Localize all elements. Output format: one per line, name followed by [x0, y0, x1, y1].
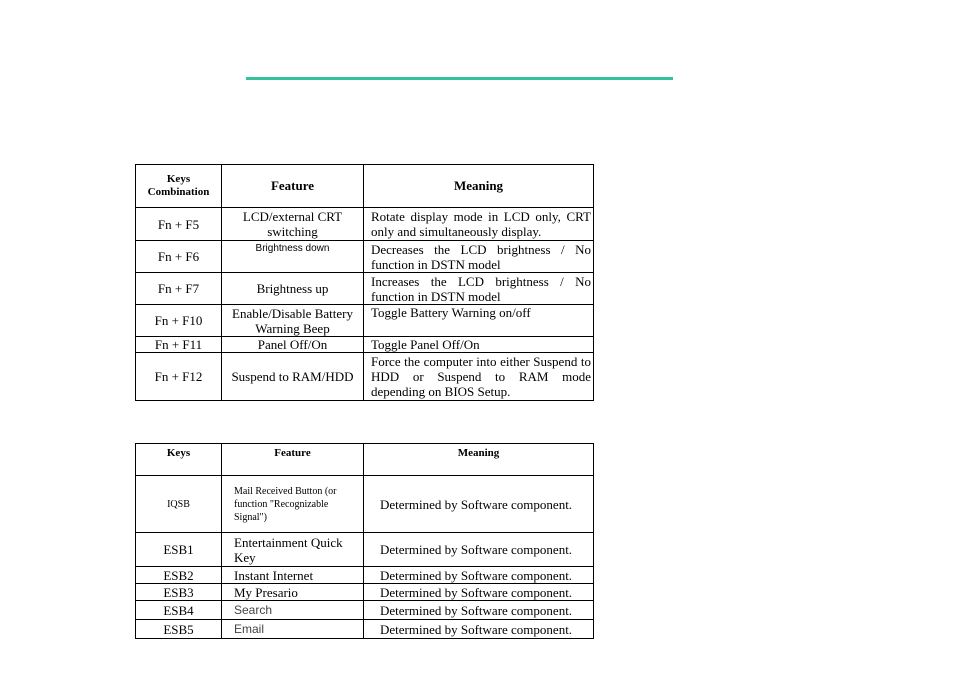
- key-cell: ESB2: [136, 567, 222, 584]
- table-row: [136, 353, 594, 401]
- key-cell: ESB4: [136, 601, 222, 620]
- meaning-cell: Determined by Software component.: [364, 533, 594, 567]
- table-row: [136, 533, 594, 567]
- feature-cell: Suspend to RAM/HDD: [222, 353, 364, 401]
- meaning-cell: Rotate display mode in LCD only, CRT only and simultaneously display.: [364, 208, 594, 241]
- feature-cell: Entertainment Quick Key: [222, 533, 364, 567]
- table-header-row: [136, 165, 594, 208]
- key-cell: Fn + F10: [136, 305, 222, 337]
- table-row: [136, 584, 594, 601]
- feature-cell: Enable/Disable Battery Warning Beep: [222, 305, 364, 337]
- feature-cell: Search: [222, 601, 364, 620]
- header-meaning: Meaning: [364, 444, 594, 476]
- meaning-cell: Force the computer into either Suspend to HDD or Suspend to RAM mode depending on BIOS Setup.: [364, 353, 594, 401]
- fn-key-table: [135, 164, 594, 401]
- feature-cell: Brightness up: [222, 273, 364, 305]
- feature-cell: Mail Received Button (or function "Recognizable Signal"): [222, 476, 364, 533]
- table-row: [136, 620, 594, 639]
- meaning-cell: Determined by Software component.: [364, 476, 594, 533]
- header-keys-combination: Keys Combination: [136, 165, 222, 208]
- key-cell: Fn + F11: [136, 337, 222, 353]
- key-cell: ESB3: [136, 584, 222, 601]
- key-cell: IQSB: [136, 476, 222, 533]
- table-row: [136, 601, 594, 620]
- title-rule: [246, 77, 673, 80]
- meaning-cell: Determined by Software component.: [364, 620, 594, 639]
- meaning-cell: Toggle Battery Warning on/off: [364, 305, 594, 337]
- meaning-cell: Toggle Panel Off/On: [364, 337, 594, 353]
- table-header-row: [136, 444, 594, 476]
- header-feature: Feature: [222, 165, 364, 208]
- table-row: [136, 241, 594, 273]
- meaning-cell: Determined by Software component.: [364, 584, 594, 601]
- key-cell: ESB5: [136, 620, 222, 639]
- key-cell: Fn + F7: [136, 273, 222, 305]
- table-row: [136, 567, 594, 584]
- header-meaning: Meaning: [364, 165, 594, 208]
- key-cell: Fn + F6: [136, 241, 222, 273]
- feature-cell: LCD/external CRT switching: [222, 208, 364, 241]
- easy-access-button-table: [135, 443, 594, 639]
- key-cell: ESB1: [136, 533, 222, 567]
- meaning-cell: Decreases the LCD brightness / No function in DSTN model: [364, 241, 594, 273]
- feature-cell: Brightness down: [222, 241, 364, 273]
- feature-cell: Email: [222, 620, 364, 639]
- table-row: [136, 476, 594, 533]
- table-row: [136, 305, 594, 337]
- feature-cell: My Presario: [222, 584, 364, 601]
- meaning-cell: Determined by Software component.: [364, 567, 594, 584]
- meaning-cell: Determined by Software component.: [364, 601, 594, 620]
- key-cell: Fn + F12: [136, 353, 222, 401]
- header-feature: Feature: [222, 444, 364, 476]
- header-keys: Keys: [136, 444, 222, 476]
- table-row: [136, 208, 594, 241]
- feature-cell: Panel Off/On: [222, 337, 364, 353]
- feature-cell: Instant Internet: [222, 567, 364, 584]
- meaning-cell: Increases the LCD brightness / No function in DSTN model: [364, 273, 594, 305]
- key-cell: Fn + F5: [136, 208, 222, 241]
- table-row: [136, 337, 594, 353]
- table-row: [136, 273, 594, 305]
